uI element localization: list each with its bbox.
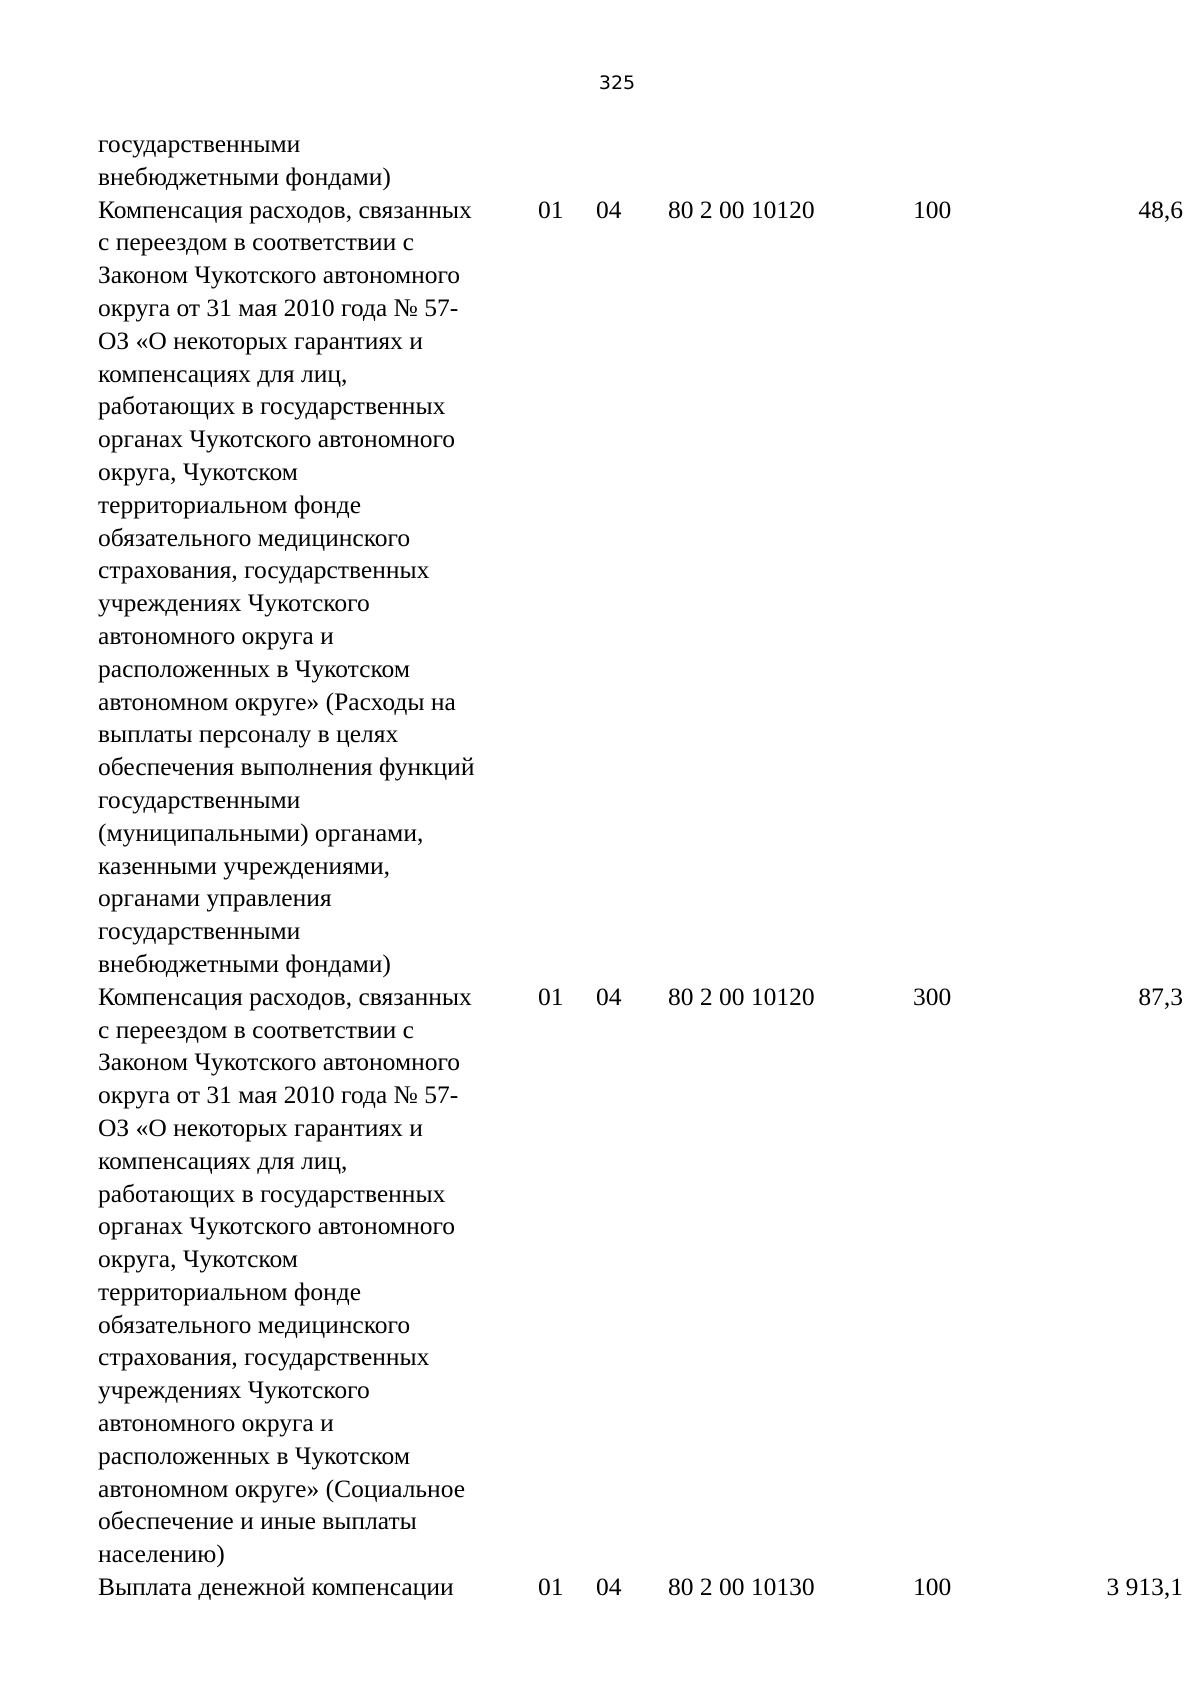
expense-name-line: округа от 31 мая 2010 года № 57- <box>98 1080 459 1110</box>
expense-name-line: органах Чукотского автономного <box>98 1211 456 1241</box>
expense-name-line: учреждениях Чукотского <box>98 588 370 618</box>
expense-name <box>98 981 538 1571</box>
expense-name-line: внебюджетными фондами) <box>98 948 391 978</box>
expense-name-line: ОЗ «О некоторых гарантиях и <box>98 325 423 355</box>
expense-name-line: работающих в государственных <box>98 1178 446 1208</box>
expense-name-line: автономном округе» (Социальное <box>98 1473 466 1503</box>
expense-name-line: территориальном фонде <box>98 489 362 519</box>
page-number: 325 <box>598 72 636 94</box>
amount-value: 87,3 <box>1138 981 1183 1011</box>
section-code: 01 <box>538 1572 564 1602</box>
expense-name-line: Компенсация расходов, связанных <box>98 981 472 1011</box>
expense-name-line: округа, Чукотском <box>98 1244 298 1274</box>
table-row <box>98 128 1183 194</box>
expense-name-line: органах Чукотского автономного <box>98 424 456 454</box>
target-article-code: 80 2 00 10130 <box>668 1572 815 1602</box>
subsection-code: 04 <box>596 194 622 224</box>
budget-table <box>98 128 1183 1604</box>
expense-name-line: округа, Чукотском <box>98 456 298 486</box>
expense-name-line: выплаты персоналу в целях <box>98 719 399 749</box>
table-row <box>98 1571 1183 1604</box>
expense-name-line: обязательного медицинского <box>98 1309 411 1339</box>
table-row <box>98 981 1183 1571</box>
expense-name-line: компенсациях для лиц, <box>98 1145 348 1175</box>
expense-name-line: автономного округа и <box>98 1408 334 1438</box>
subsection-code: 04 <box>596 1572 622 1602</box>
section-code: 01 <box>538 194 564 224</box>
section-code: 01 <box>538 981 564 1011</box>
expense-name-line: Законом Чукотского автономного <box>98 260 461 290</box>
expense-name-line: обеспечение и иные выплаты <box>98 1506 417 1536</box>
expense-name-line: автономного округа и <box>98 620 334 650</box>
expense-name-line: обязательного медицинского <box>98 522 411 552</box>
expense-name-line: Выплата денежной компенсации <box>98 1572 454 1602</box>
target-article-code: 80 2 00 10120 <box>668 194 815 224</box>
amount-value: 3 913,1 <box>1106 1572 1183 1602</box>
expense-name <box>98 1571 538 1604</box>
amount-value: 48,6 <box>1138 194 1183 224</box>
expense-name-line: расположенных в Чукотском <box>98 1440 410 1470</box>
expense-type-code: 100 <box>913 194 952 224</box>
expense-name-line: государственными <box>98 129 301 158</box>
expense-name-line: (муниципальными) органами, <box>98 817 424 847</box>
expense-name-line: с переездом в соответствии с <box>98 1014 414 1044</box>
expense-name-line: ОЗ «О некоторых гарантиях и <box>98 1112 423 1142</box>
expense-name-line: расположенных в Чукотском <box>98 653 410 683</box>
expense-name <box>98 194 538 981</box>
expense-name-line: государственными <box>98 784 301 814</box>
expense-name-line: органами управления <box>98 883 332 913</box>
expense-name-line: внебюджетными фондами) <box>98 161 391 191</box>
expense-name-line: учреждениях Чукотского <box>98 1375 370 1405</box>
expense-name-line: автономном округе» (Расходы на <box>98 686 456 716</box>
expense-type-code: 100 <box>913 1572 952 1602</box>
table-row <box>98 194 1183 981</box>
subsection-code: 04 <box>596 981 622 1011</box>
expense-name-line: округа от 31 мая 2010 года № 57- <box>98 292 459 322</box>
expense-name-line: Компенсация расходов, связанных <box>98 194 472 224</box>
expense-type-code: 300 <box>913 981 952 1011</box>
expense-name-line: компенсациях для лиц, <box>98 358 348 388</box>
expense-name-line: государственными <box>98 916 301 946</box>
target-article-code: 80 2 00 10120 <box>668 981 815 1011</box>
expense-name-line: населению) <box>98 1539 225 1569</box>
expense-name <box>98 128 538 194</box>
expense-name-line: обеспечения выполнения функций <box>98 752 475 782</box>
expense-name-line: казенными учреждениями, <box>98 850 391 880</box>
expense-name-line: страхования, государственных <box>98 555 430 585</box>
expense-name-line: Законом Чукотского автономного <box>98 1047 461 1077</box>
expense-name-line: территориальном фонде <box>98 1276 362 1306</box>
expense-name-line: с переездом в соответствии с <box>98 227 414 257</box>
expense-name-line: страхования, государственных <box>98 1342 430 1372</box>
expense-name-line: работающих в государственных <box>98 391 446 421</box>
